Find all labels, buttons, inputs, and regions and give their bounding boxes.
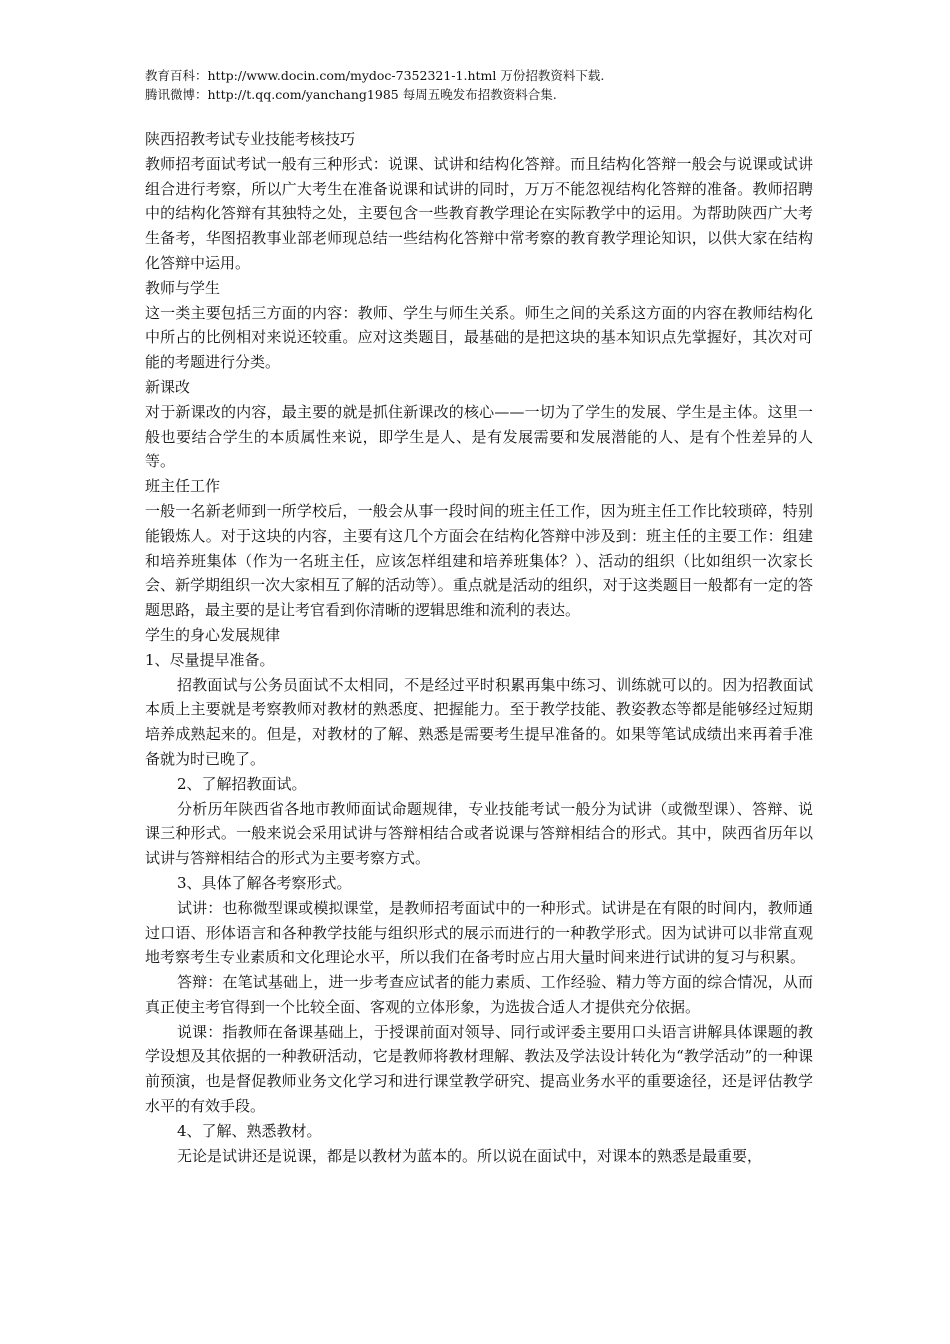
item-paragraph-3-trial-lecture: 试讲：也称微型课或模拟课堂，是教师招考面试中的一种形式。试讲是在有限的时间内，教师通过口语、形体语言和各种教学技能与组织形式的展示而进行的一种教学形式。因为试讲可以非常直观地考察考生专业素质和文化理论水平，所以我们在备考时应占用大量时间来进行试讲的复习与积累。 <box>145 898 813 967</box>
item-heading-1: 1、尽量提早准备。 <box>145 650 275 669</box>
item-paragraph-3-lesson-talk: 说课：指教师在备课基础上，于授课前面对领导、同行或评委主要用口头语言讲解具体课题的教学设想及其依据的一种教研活动，它是教师将教材理解、教法及学法设计转化为“教学活动”的一种课前预演，也是督促教师业务文化学习和进行课堂教学研究、提高业务水平的重要途径，还是评估教学水平的有效手段。 <box>145 1022 813 1116</box>
item-heading-4: 4、了解、熟悉教材。 <box>177 1121 322 1140</box>
section-heading-new-curriculum: 新课改 <box>145 377 191 396</box>
section-heading-class-teacher: 班主任工作 <box>145 477 221 496</box>
intro-paragraph: 教师招考面试考试一般有三种形式：说课、试讲和结构化答辩。而且结构化答辩一般会与说课或试讲组合进行考察，所以广大考生在准备说课和试讲的同时，万万不能忽视结构化答辩的准备。教师招聘中的结构化答辩有其独特之处，主要包含一些教育教学理论在实际教学中的运用。为帮助陕西广大考生备考，华图招教事业部老师现总结一些结构化答辩中常考察的教育教学理论知识，以供大家在结构化答辩中运用。 <box>145 154 813 272</box>
item-heading-2: 2、了解招教面试。 <box>177 774 307 793</box>
section-paragraph-new-curriculum: 对于新课改的内容，最主要的就是抓住新课改的核心——一切为了学生的发展、学生是主体。这里一般也要结合学生的本质属性来说，即学生是人、是有发展需要和发展潜能的人、是有个性差异的人等。 <box>145 402 813 471</box>
section-paragraph-class-teacher: 一般一名新老师到一所学校后，一般会从事一段时间的班主任工作，因为班主任工作比较琐碎，特别能锻炼人。对于这块的内容，主要有这几个方面会在结构化答辩中涉及到：班主任的主要工作：组建和培养班集体（作为一名班主任，应该怎样组建和培养班集体？）、活动的组织（比如组织一次家长会、新学期组织一次大家相互了解的活动等）。重点就是活动的组织，对于这类题目一般都有一定的答题思路，最主要的是让考官看到你清晰的逻辑思维和流利的表达。 <box>145 501 813 620</box>
item-paragraph-2: 分析历年陕西省各地市教师面试命题规律，专业技能考试一般分为试讲（或微型课）、答辩、说课三种形式。一般来说会采用试讲与答辩相结合或者说课与答辩相结合的形式。其中，陕西省历年以试讲与答辩相结合的形式为主要考察方式。 <box>145 799 813 868</box>
document-body <box>145 127 813 1168</box>
item-paragraph-1: 招教面试与公务员面试不太相同，不是经过平时积累再集中练习、训练就可以的。因为招教面试本质上主要就是考察教师对教材的熟悉度、把握能力。至于教学技能、教姿教态等都是能够经过短期培养成熟起来的。但是，对教材的了解、熟悉是需要考生提早准备的。如果等笔试成绩出来再着手准备就为时已晚了。 <box>145 675 813 768</box>
section-paragraph-teacher-student: 这一类主要包括三方面的内容：教师、学生与师生关系。师生之间的关系这方面的内容在教师结构化中所占的比例相对来说还较重。应对这类题目，最基础的是把这块的基本知识点先掌握好，其次对可能的考题进行分类。 <box>145 303 813 372</box>
document-title: 陕西招教考试专业技能考核技巧 <box>145 130 356 148</box>
header-docin-link-line: 教育百科：http://www.docin.com/mydoc-7352321-1.html 万份招教资料下载. <box>145 68 605 83</box>
item-paragraph-3-defense: 答辩：在笔试基础上，进一步考查应试者的能力素质、工作经验、精力等方面的综合情况，从而真正使主考官得到一个比较全面、客观的立体形象，为选拔合适人才提供充分依据。 <box>145 973 813 1016</box>
header-weibo-link-line: 腾讯微博：http://t.qq.com/yanchang1985 每周五晚发布招教资料合集. <box>145 87 557 102</box>
item-heading-3: 3、具体了解各考察形式。 <box>177 873 352 892</box>
section-heading-teacher-student: 教师与学生 <box>145 278 221 297</box>
page-header <box>145 66 813 104</box>
section-heading-development: 学生的身心发展规律 <box>145 625 281 644</box>
item-paragraph-4: 无论是试讲还是说课，都是以教材为蓝本的。所以说在面试中，对课本的熟悉是最重要， <box>177 1146 763 1165</box>
